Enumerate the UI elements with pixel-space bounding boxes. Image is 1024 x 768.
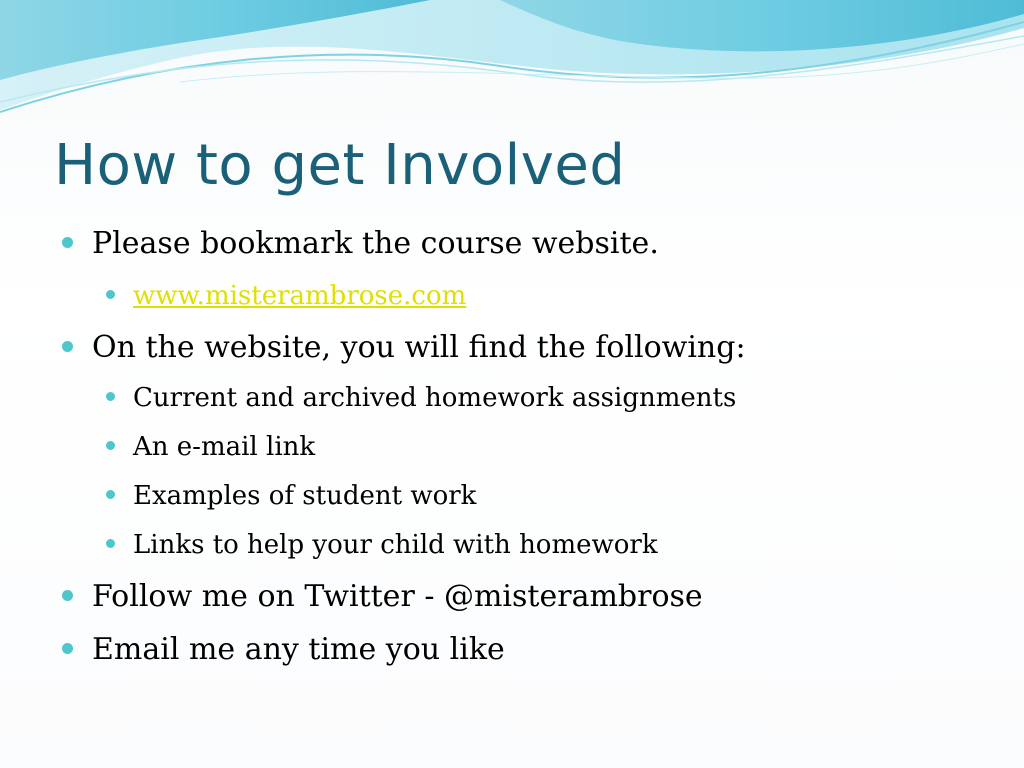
bullet-email-link	[106, 429, 315, 465]
bullet-text: An e-mail link	[133, 432, 316, 462]
bullet-bookmark	[62, 224, 659, 264]
slide-title: How to get Involved	[54, 133, 626, 198]
bullet-website-contents	[62, 328, 746, 368]
bullet-website-link	[106, 278, 466, 314]
bullet-icon	[106, 490, 115, 499]
bullet-email	[62, 630, 505, 670]
bullet-text: Examples of student work	[133, 481, 477, 511]
bullet-icon	[106, 539, 115, 548]
bullet-icon	[106, 441, 115, 450]
bullet-text: Please bookmark the course website.	[92, 226, 659, 261]
bullet-text: Email me any time you like	[92, 632, 505, 667]
bullet-homework-assignments	[106, 380, 736, 416]
bullet-text: Links to help your child with homework	[133, 530, 658, 560]
bullet-icon	[106, 290, 115, 299]
bullet-icon	[62, 643, 73, 654]
bullet-text: On the website, you will find the following:	[92, 330, 746, 365]
bullet-student-work	[106, 478, 476, 514]
bullet-text: Follow me on Twitter - @misterambrose	[92, 579, 703, 614]
bullet-twitter	[62, 577, 703, 617]
bullet-text: Current and archived homework assignments	[133, 383, 737, 413]
bullet-homework-links	[106, 527, 658, 563]
bullet-icon	[62, 590, 73, 601]
bullet-icon	[62, 341, 73, 352]
bullet-icon	[62, 237, 73, 248]
bullet-icon	[106, 392, 115, 401]
website-link[interactable]: www.misterambrose.com	[133, 281, 467, 311]
wave-header-decoration	[0, 0, 1024, 130]
